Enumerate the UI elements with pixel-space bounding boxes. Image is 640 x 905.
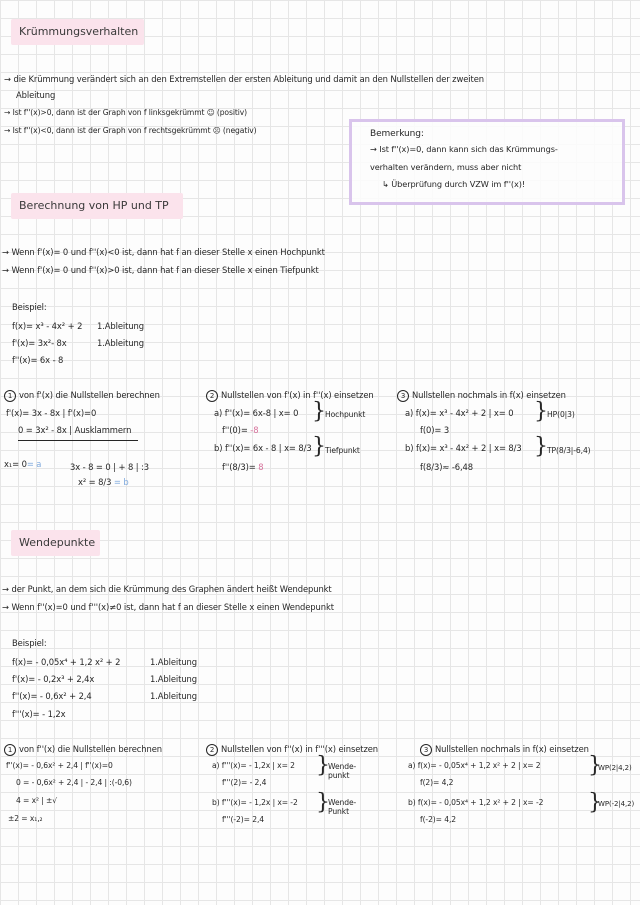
hptp-step2-a3: Hochpunkt xyxy=(325,410,366,419)
wende-ableitung-3: 1.Ableitung xyxy=(150,691,197,701)
hptp-step3-a2: f(0)= 3 xyxy=(420,425,450,435)
hptp-step2-title-text: Nullstellen von f'(x) in f''(x) einsetzen xyxy=(221,390,374,400)
note-line-3: ↳ Überprüfung durch VZW im f''(x)! xyxy=(382,179,525,189)
hptp-step1-l3 xyxy=(4,458,41,470)
hptp-step2-a2 xyxy=(222,424,258,436)
wende-step3-a3: WP(2|4,2) xyxy=(598,764,632,772)
brace-7: } xyxy=(588,753,602,778)
hptp-x1-label: = a xyxy=(26,459,42,469)
hptp-step3-a1: a) f(x)= x³ - 4x² + 2 | x= 0 xyxy=(405,408,514,418)
wende-ableitung-1: 1.Ableitung xyxy=(150,657,197,667)
wende-step3-b2: f(-2)= 4,2 xyxy=(420,815,457,824)
wende-line-1: → der Punkt, an dem sich die Krümmung des Graphen ändert heißt Wendepunkt xyxy=(2,584,332,594)
hptp-x1: x₁= 0 xyxy=(4,459,27,469)
wende-ableitung-2: 1.Ableitung xyxy=(150,674,197,684)
wende-step2-title-text: Nullstellen von f''(x) in f'''(x) einsetzen xyxy=(221,744,379,754)
wende-step2-a2: f'''(2)= - 2,4 xyxy=(222,778,267,787)
section-title-krummung: Krümmungsverhalten xyxy=(11,19,144,45)
wende-function-f2: f''(x)= - 0,6x² + 2,4 xyxy=(12,691,92,701)
hptp-function-f1: f'(x)= 3x²- 8x xyxy=(12,338,67,348)
hptp-ableitung-2: 1.Ableitung xyxy=(97,338,144,348)
brace-4: } xyxy=(534,434,548,459)
note-line-2: verhalten verändern, muss aber nicht xyxy=(370,162,522,172)
hptp-example-label: Beispiel: xyxy=(12,302,47,312)
krummung-line-1: → die Krümmung verändert sich an den Extremstellen der ersten Ableitung und damit an den Nullstellen der zweiten xyxy=(4,74,484,84)
wende-step3-b3: WP(-2|4,2) xyxy=(598,800,635,808)
hptp-step1-title xyxy=(4,389,160,402)
wende-step2-a3: Wende-punkt xyxy=(328,762,357,780)
section-title-wende: Wendepunkte xyxy=(11,530,100,556)
step-number-3: 3 xyxy=(397,390,409,402)
wende-step3-title xyxy=(420,743,589,756)
wende-step2-b1: b) f'''(x)= - 1,2x | x= -2 xyxy=(212,798,298,807)
brace-1: } xyxy=(312,399,326,424)
wende-step3-a2: f(2)= 4,2 xyxy=(420,778,454,787)
brace-3: } xyxy=(534,399,548,424)
brace-5: } xyxy=(316,753,330,778)
wende-line-2: → Wenn f''(x)=0 und f'''(x)≠0 ist, dann hat f an dieser Stelle x einen Wendepunkt xyxy=(2,602,334,612)
hptp-step3-a3: HP(0|3) xyxy=(547,410,575,419)
wende-step-number-2: 2 xyxy=(206,744,218,756)
krummung-line-3: → Ist f''(x)<0, dann ist der Graph von f rechtsgekrümmt ☹ (negativ) xyxy=(4,126,257,135)
hptp-step2-b2-label: f''(8/3)= xyxy=(222,462,259,472)
hptp-step1-l2: 0 = 3x² - 8x | Ausklammern xyxy=(18,425,132,435)
wende-function-f: f(x)= - 0,05x⁴ + 1,2 x² + 2 xyxy=(12,657,121,667)
hptp-ableitung-1: 1.Ableitung xyxy=(97,321,144,331)
hptp-step1-l5 xyxy=(78,476,129,488)
section-title-hptp: Berechnung von HP und TP xyxy=(11,193,183,219)
hptp-step2-title xyxy=(206,389,374,402)
wende-step-number-1: 1 xyxy=(4,744,16,756)
wende-function-f3: f'''(x)= - 1,2x xyxy=(12,709,66,719)
krummung-line-1b: Ableitung xyxy=(16,90,56,100)
hptp-step2-b1: b) f''(x)= 6x - 8 | x= 8/3 xyxy=(214,443,312,453)
hptp-function-f2: f''(x)= 6x - 8 xyxy=(12,355,64,365)
wende-step1-l4: ±2 = x₁,₂ xyxy=(8,814,43,823)
wende-function-f1: f'(x)= - 0,2x³ + 2,4x xyxy=(12,674,95,684)
wende-step2-b3: Wende-Punkt xyxy=(328,798,357,816)
wende-step2-a1: a) f'''(x)= - 1,2x | x= 2 xyxy=(212,761,295,770)
step-number-2: 2 xyxy=(206,390,218,402)
wende-example-label: Beispiel: xyxy=(12,638,47,648)
hptp-step1-title-text: von f'(x) die Nullstellen berechnen xyxy=(19,390,160,400)
hptp-line-1: → Wenn f'(x)= 0 und f''(x)<0 ist, dann hat f an dieser Stelle x einen Hochpunkt xyxy=(2,247,325,257)
hptp-step2-a2-label: f''(0)= xyxy=(222,425,251,435)
note-title: Bemerkung: xyxy=(370,129,424,139)
hptp-step3-b1: b) f(x)= x³ - 4x² + 2 | x= 8/3 xyxy=(405,443,522,453)
note-line-1: → Ist f''(x)=0, dann kann sich das Krümmungs- xyxy=(370,144,558,154)
wende-step3-title-text: Nullstellen nochmals in f(x) einsetzen xyxy=(435,744,589,754)
hptp-function-f: f(x)= x³ - 4x² + 2 xyxy=(12,321,83,331)
brace-2: } xyxy=(312,434,326,459)
wende-step1-l1: f''(x)= - 0,6x² + 2,4 | f''(x)=0 xyxy=(6,761,113,770)
wende-step3-a1: a) f(x)= - 0,05x⁴ + 1,2 x² + 2 | x= 2 xyxy=(408,761,541,770)
wende-step2-b2: f'''(-2)= 2,4 xyxy=(222,815,264,824)
note-box xyxy=(349,119,625,205)
wende-step2-title xyxy=(206,743,378,756)
hptp-x2: x² = xyxy=(78,477,99,487)
hptp-line-2: → Wenn f'(x)= 0 und f''(x)>0 ist, dann hat f an dieser Stelle x einen Tiefpunkt xyxy=(2,265,319,275)
underline-1 xyxy=(18,440,138,441)
krummung-line-2: → Ist f''(x)>0, dann ist der Graph von f linksgekrümmt ☺ (positiv) xyxy=(4,108,247,117)
hptp-step2-a1: a) f''(x)= 6x-8 | x= 0 xyxy=(214,408,299,418)
hptp-step2-a2-value: -8 xyxy=(250,425,259,435)
hptp-step2-b2 xyxy=(222,461,263,473)
hptp-step3-title-text: Nullstellen nochmals in f(x) einsetzen xyxy=(412,390,566,400)
wende-step1-title-text: von f''(x) die Nullstellen berechnen xyxy=(19,744,162,754)
wende-step-number-3: 3 xyxy=(420,744,432,756)
brace-8: } xyxy=(588,790,602,815)
hptp-step2-b3: Tiefpunkt xyxy=(325,446,360,455)
brace-6: } xyxy=(316,790,330,815)
hptp-x2-label: = b xyxy=(111,477,129,487)
wende-step3-b1: b) f(x)= - 0,05x⁴ + 1,2 x² + 2 | x= -2 xyxy=(408,798,544,807)
wende-step1-title xyxy=(4,743,162,756)
wende-step1-l2: 0 = - 0,6x² + 2,4 | - 2,4 | :(-0,6) xyxy=(16,778,132,787)
hptp-step1-l1: f'(x)= 3x - 8x | f'(x)=0 xyxy=(6,408,97,418)
hptp-step3-b2: f(8/3)≈ -6,48 xyxy=(420,462,474,472)
hptp-step1-l4: 3x - 8 = 0 | + 8 | :3 xyxy=(70,462,149,472)
step-number-1: 1 xyxy=(4,390,16,402)
hptp-x2-value: 8/3 xyxy=(98,477,112,487)
wende-step1-l3: 4 = x² | ±√ xyxy=(16,796,58,805)
hptp-step2-b2-value: 8 xyxy=(258,462,264,472)
hptp-step3-b3: TP(8/3|-6,4) xyxy=(547,446,591,455)
